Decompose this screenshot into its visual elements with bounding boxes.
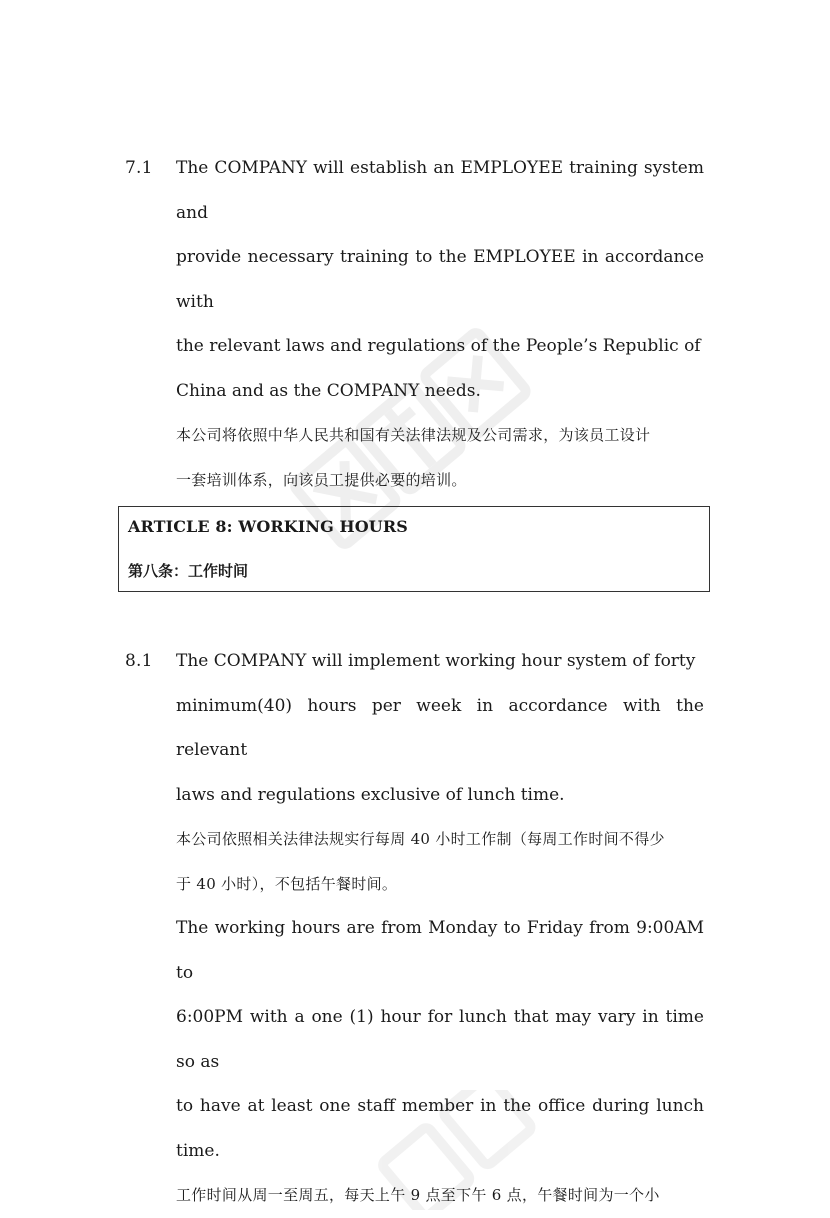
- clause-en-line: The COMPANY will implement working hour system of forty: [176, 651, 696, 671]
- clause-en-line: minimum(40) hours per week in accordance with the relevant: [176, 695, 704, 760]
- clause-zh-line: 本公司依照相关法律法规实行每周 40 小时工作制（每周工作时间不得少: [176, 830, 665, 848]
- clause-en-line: China and as the COMPANY needs.: [176, 380, 481, 401]
- clause-en-line: laws and regulations exclusive of lunch time.: [176, 784, 565, 805]
- clause-zh-line: 于 40 小时），不包括午餐时间。: [176, 874, 398, 893]
- article-title-zh: 第八条：工作时间: [128, 562, 249, 580]
- clause-en-line: to have at least one staff member in the office during lunch time.: [176, 1096, 704, 1161]
- clause-en-line: 6:00PM with a one (1) hour for lunch that may vary in time so as: [176, 1007, 704, 1072]
- clause-number: 8.1: [125, 651, 153, 671]
- clause-en-line: The COMPANY will establish an EMPLOYEE training system and: [176, 158, 704, 223]
- clause-zh-line: 一套培训体系，向该员工提供必要的培训。: [176, 470, 467, 489]
- clause-en-line: the relevant laws and regulations of the People’s Republic of: [176, 336, 701, 356]
- article-heading-box: [118, 506, 710, 592]
- clause-body: [176, 146, 704, 502]
- clause-en-line: The working hours are from Monday to Friday from 9:00AM to: [176, 918, 704, 983]
- clause-number: 7.1: [125, 158, 153, 178]
- clause-en-line: provide necessary training to the EMPLOYEE in accordance with: [176, 247, 704, 312]
- article-title-en: ARTICLE 8: WORKING HOURS: [128, 517, 408, 536]
- clause-zh-line: 本公司将依照中华人民共和国有关法律法规及公司需求，为该员工设计: [176, 426, 651, 444]
- clause-zh-line: 工作时间从周一至周五，每天上午 9 点至下午 6 点，午餐时间为一个小: [176, 1186, 660, 1204]
- clause-body: [176, 639, 704, 1218]
